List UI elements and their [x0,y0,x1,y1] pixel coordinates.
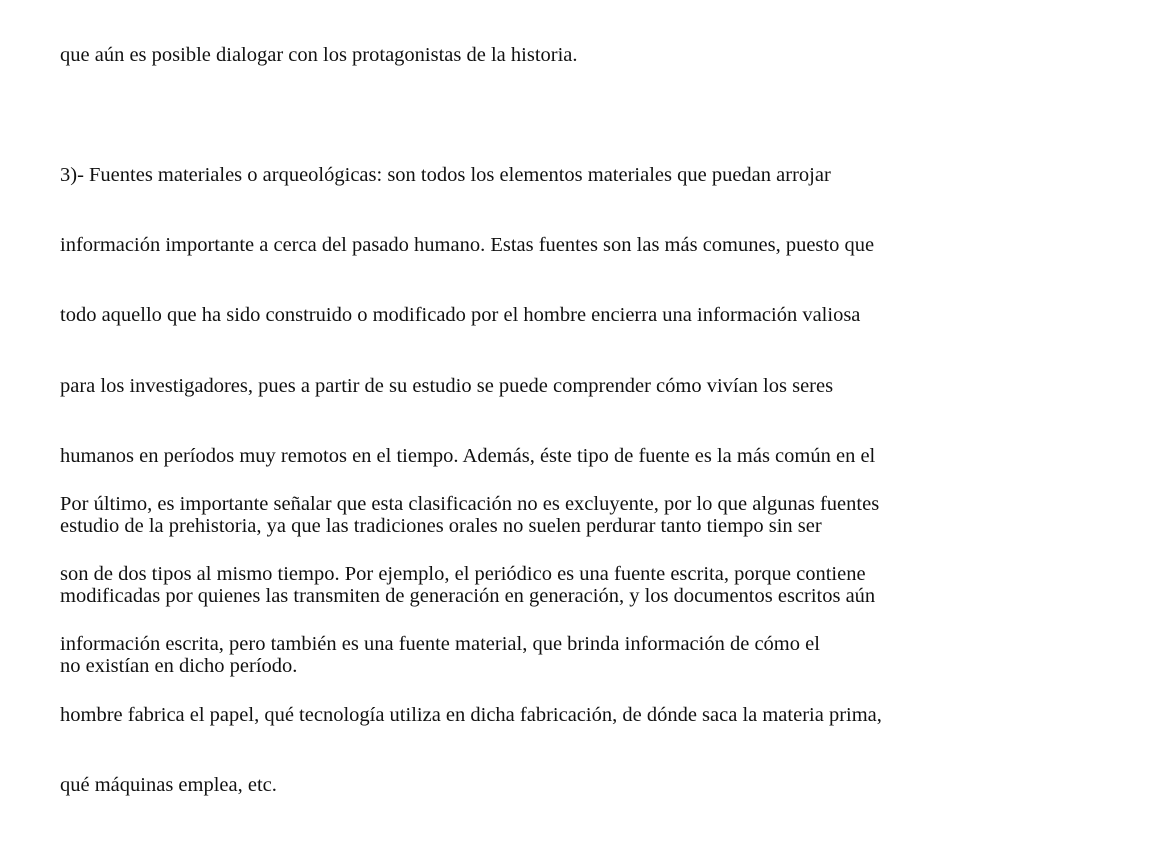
text-line: modificadas por quienes las transmiten de generación en generación, y los documentos escritos aún [60,585,876,608]
text-line: Por último, es importante señalar que esta clasificación no es excluyente, por lo que algunas fuentes [60,493,880,515]
text-line: no existían en dicho período. [60,655,298,678]
text-line: que aún es posible dialogar con los protagonistas de la historia. [60,44,578,66]
text-line: para los investigadores, pues a partir de su estudio se puede comprender cómo vivían los seres [60,374,834,397]
text-line: son de dos tipos al mismo tiempo. Por ejemplo, el periódico es una fuente escrita, porque contiene [60,563,866,586]
paragraph-conclusion [60,446,882,843]
text-line: qué máquinas emplea, etc. [60,773,277,796]
text-line: estudio de la prehistoria, ya que las tradiciones orales no suelen perdurar tanto tiempo sin ser [60,514,822,537]
text-line: información importante a cerca del pasado humano. Estas fuentes son las más comunes, puesto que [60,234,875,257]
paragraph-closing-oral-sources [60,0,578,113]
text-line: humanos en períodos muy remotos en el tiempo. Además, éste tipo de fuente es la más común en el [60,444,876,467]
text-line: todo aquello que ha sido construido o modificado por el hombre encierra una información valiosa [60,304,861,327]
text-line: 3)- Fuentes materiales o arqueológicas: son todos los elementos materiales que puedan arrojar [60,164,831,186]
text-line: hombre fabrica el papel, qué tecnología utiliza en dicha fabricación, de dónde saca la materia prima, [60,703,882,726]
text-line: información escrita, pero también es una fuente material, que brinda información de cómo el [60,633,820,656]
